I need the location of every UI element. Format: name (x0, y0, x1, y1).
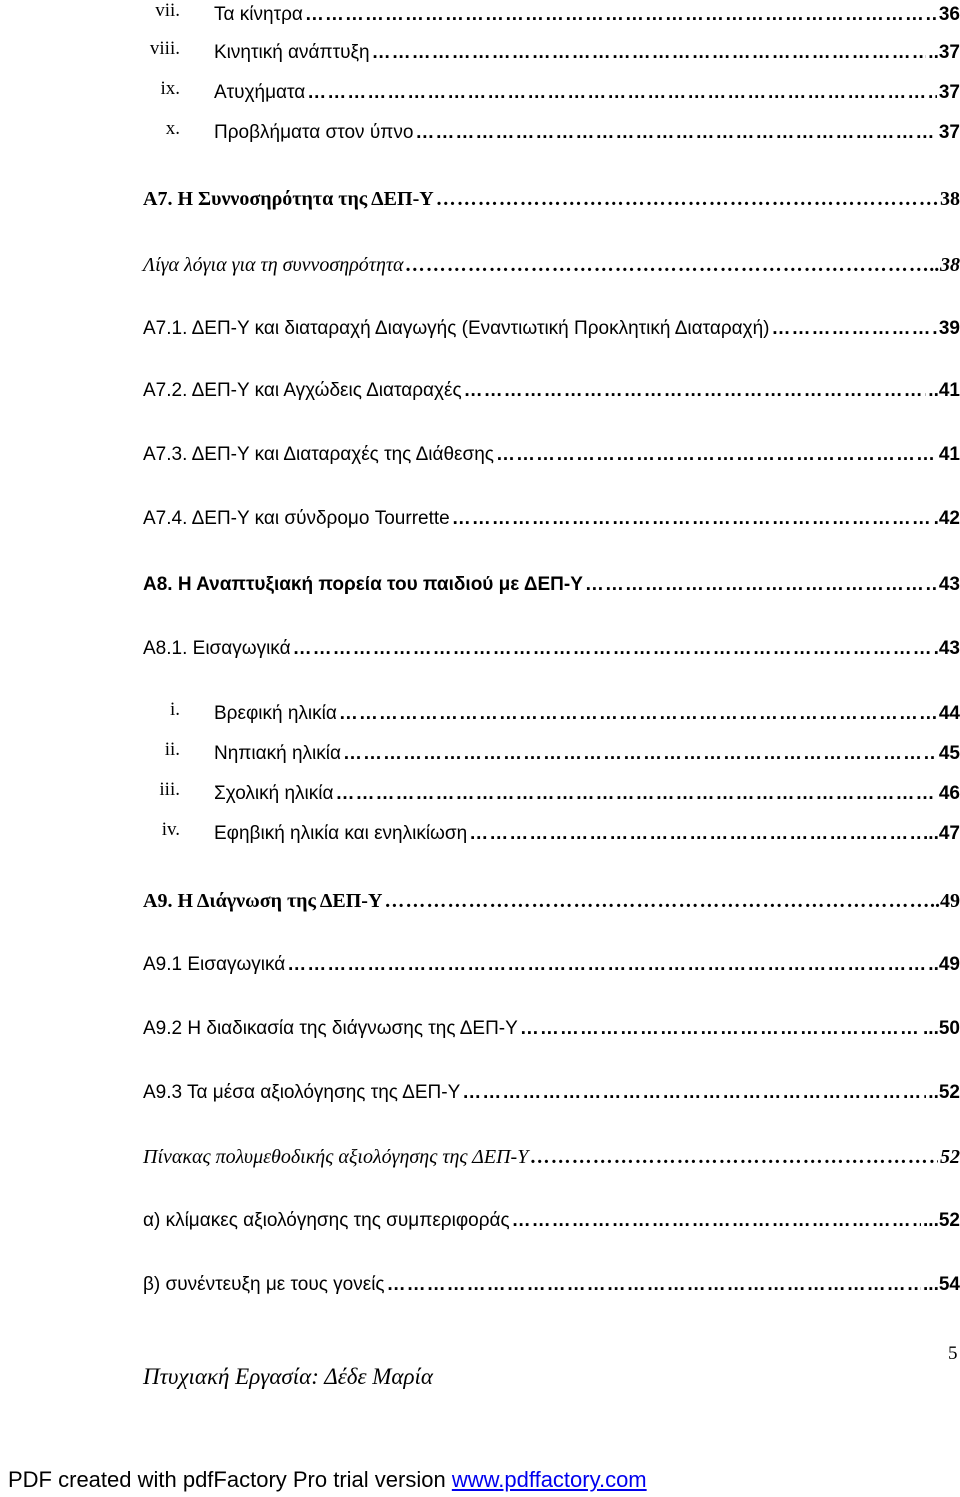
toc-label: Α7.3. ΔΕΠ-Υ και Διαταραχές της Διάθεσης (143, 444, 494, 465)
dot-leader (305, 0, 937, 30)
toc-entry[interactable] (214, 739, 960, 769)
toc-label: Α8.1. Εισαγωγικά (143, 638, 291, 659)
toc-label: Α7.4. ΔΕΠ-Υ και σύνδρομο Tourrette (143, 508, 450, 529)
dot-leader (520, 1014, 921, 1044)
dot-leader (771, 314, 936, 344)
pdf-banner-link[interactable]: www.pdffactory.com (451, 1467, 647, 1492)
pdf-banner-text: PDF created with pdfFactory Pro trial version (8, 1467, 452, 1492)
toc-label: Α8. Η Αναπτυξιακή πορεία του παιδιού με ΔΕΠ-Υ (143, 574, 583, 595)
dot-leader (307, 78, 937, 108)
toc-entry[interactable] (143, 634, 960, 664)
toc-label: Α9.1 Εισαγωγικά (143, 954, 286, 975)
toc-entry[interactable] (143, 1206, 960, 1236)
toc-page: 37 (938, 122, 960, 143)
dot-leader (512, 1206, 921, 1236)
toc-page: ...47 (923, 823, 960, 844)
toc-label: α) κλίμακες αξιολόγησης της συμπεριφοράς (143, 1210, 510, 1231)
toc-label: Α7. Η Συννοσηρότητα της ΔΕΠ-Υ (143, 188, 434, 210)
toc-label: Α7.2. ΔΕΠ-Υ και Αγχώδεις Διαταραχές (143, 380, 462, 401)
toc-page: ...50 (923, 1018, 960, 1039)
dot-leader (464, 376, 927, 406)
toc-num: x. (165, 118, 180, 139)
dot-leader (387, 1270, 921, 1300)
toc-label: Βρεφική ηλικία (214, 703, 337, 724)
toc-label: Πίνακας πολυμεθοδικής αξιολόγησης της ΔΕΠ-Υ (143, 1146, 529, 1168)
toc-page: 46 (938, 783, 960, 804)
toc-entry[interactable] (143, 376, 960, 406)
dot-leader (585, 570, 937, 600)
toc-label: Ατυχήματα (214, 82, 306, 103)
toc-label: Α9.2 Η διαδικασία της διάγνωσης της ΔΕΠ-Υ (143, 1018, 518, 1039)
toc-entry[interactable] (143, 1014, 960, 1044)
dot-leader (287, 950, 926, 980)
toc-page: 36 (938, 4, 960, 25)
toc-page: 52 (940, 1146, 960, 1168)
toc-page: ...52 (923, 1210, 960, 1231)
toc-page: ..41 (928, 380, 960, 401)
toc-page: 44 (938, 703, 960, 724)
dot-leader (530, 1142, 938, 1172)
toc-entry[interactable] (143, 504, 960, 534)
toc-page: 39 (938, 318, 960, 339)
toc-num: i. (169, 699, 180, 720)
toc-page: ..49 (928, 954, 960, 975)
toc-label: Τα κίνητρα (214, 4, 303, 25)
toc-num: ii. (164, 739, 180, 760)
toc-label: Σχολική ηλικία (214, 783, 334, 804)
toc-label: Α9.3 Τα μέσα αξιολόγησης της ΔΕΠ-Υ (143, 1082, 461, 1103)
toc-page: .43 (933, 638, 960, 659)
toc-entry[interactable] (143, 570, 960, 600)
toc-num: iii. (159, 779, 180, 800)
footer-author: Πτυχιακή Εργασία: Δέδε Μαρία (143, 1364, 434, 1389)
pdf-banner (0, 1462, 647, 1497)
toc-entry[interactable] (143, 1078, 960, 1108)
dot-leader (436, 184, 938, 214)
dot-leader (372, 38, 927, 68)
toc-entry[interactable] (143, 950, 960, 980)
toc-num: vii. (155, 0, 180, 21)
toc-page: ..49 (930, 890, 960, 912)
toc-entry[interactable] (143, 1142, 960, 1172)
toc-page: 45 (938, 743, 960, 764)
toc-label: Λίγα λόγια για τη συννοσηρότητα (143, 254, 404, 276)
toc-entry[interactable] (214, 779, 960, 809)
dot-leader (496, 440, 937, 470)
toc-entry[interactable] (214, 118, 960, 148)
dot-leader (339, 699, 937, 729)
toc-entry[interactable] (143, 886, 960, 916)
toc-label: Προβλήματα στον ύπνο (214, 122, 414, 143)
dot-leader (469, 819, 921, 849)
toc-entry[interactable] (214, 38, 960, 68)
toc-label: Κινητική ανάπτυξη (214, 42, 370, 63)
toc-label: Νηπιακή ηλικία (214, 743, 341, 764)
toc-entry[interactable] (214, 78, 960, 108)
toc-page: ..38 (930, 254, 960, 276)
toc-page: ..52 (928, 1082, 960, 1103)
toc-entry[interactable] (143, 314, 960, 344)
toc-entry[interactable] (143, 1270, 960, 1300)
dot-leader (293, 634, 932, 664)
toc-page: .42 (933, 508, 960, 529)
dot-leader (415, 118, 936, 148)
dot-leader (462, 1078, 926, 1108)
page-number: 5 (948, 1343, 958, 1364)
toc-label: Α7.1. ΔΕΠ-Υ και διαταραχή Διαγωγής (Εναντιωτική Προκλητική Διαταραχή) (143, 318, 770, 339)
toc-entry[interactable] (143, 184, 960, 214)
toc-label: β) συνέντευξη με τους γονείς (143, 1274, 385, 1295)
toc-entry[interactable] (143, 250, 960, 280)
dot-leader (335, 779, 936, 809)
dot-leader (452, 504, 932, 534)
toc-entry[interactable] (214, 699, 960, 729)
toc-num: ix. (160, 78, 180, 99)
toc-entry[interactable] (214, 0, 960, 30)
toc-entry[interactable] (143, 440, 960, 470)
toc-page: 37 (938, 82, 960, 103)
dot-leader (384, 886, 928, 916)
toc-page: 38 (940, 188, 960, 210)
dot-leader (406, 250, 928, 280)
toc-label: Α9. Η Διάγνωση της ΔΕΠ-Υ (143, 890, 383, 912)
dot-leader (343, 739, 937, 769)
toc-num: iv. (161, 819, 180, 840)
toc-label: Εφηβική ηλικία και ενηλικίωση (214, 823, 468, 844)
toc-entry[interactable] (214, 819, 960, 849)
toc-page: ..37 (928, 42, 960, 63)
toc-page: 41 (938, 444, 960, 465)
toc-page: ...54 (923, 1274, 960, 1295)
toc-page: 43 (938, 574, 960, 595)
toc-num: viii. (149, 38, 180, 59)
